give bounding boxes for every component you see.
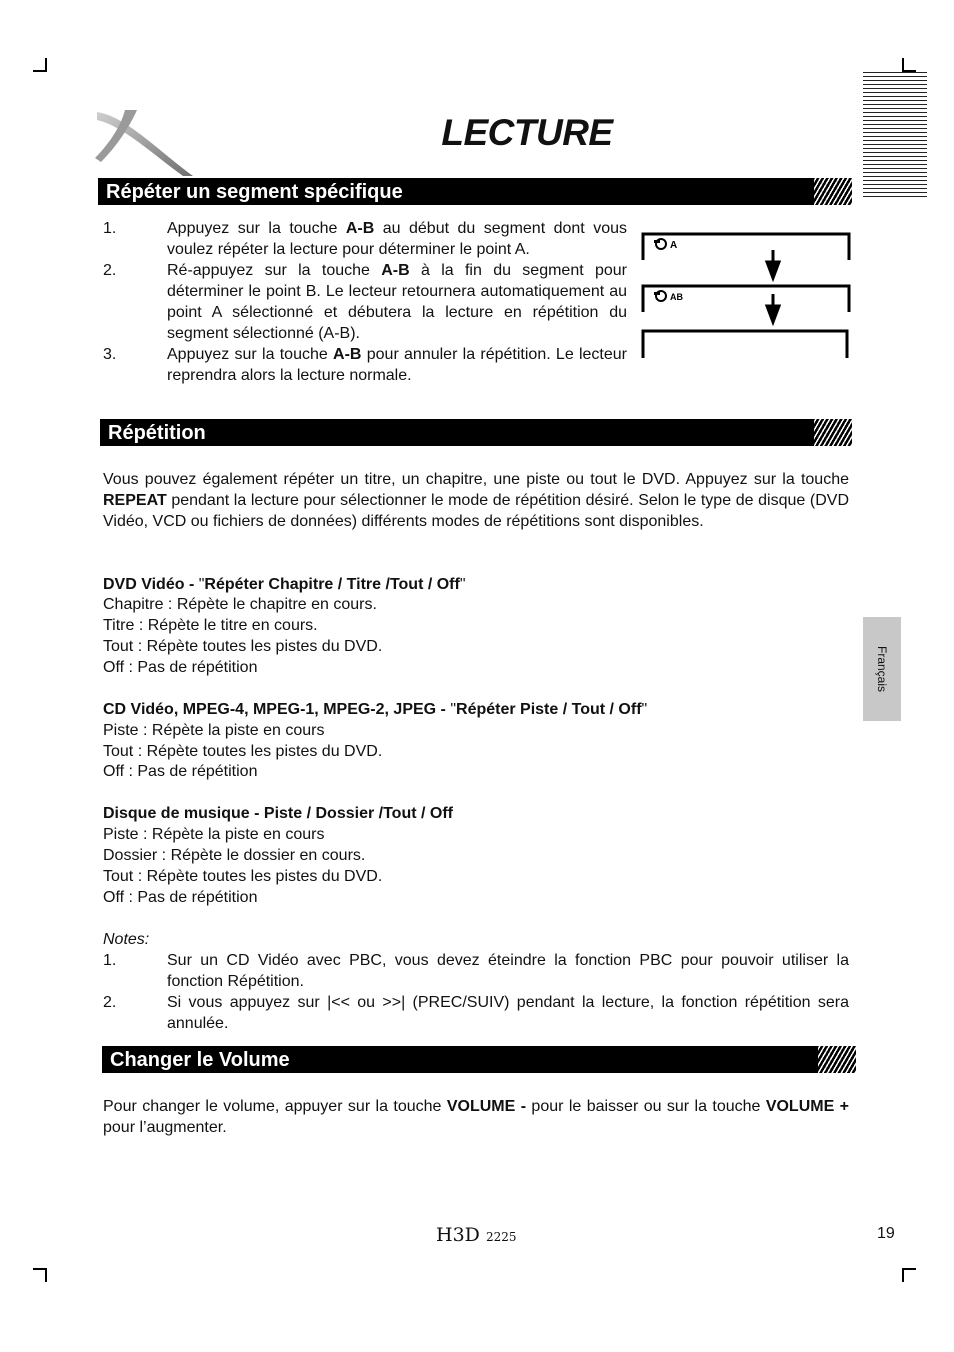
- dvd-mode-line: Tout : Répète toutes les pistes du DVD.: [103, 638, 383, 655]
- list-item: 1. Sur un CD Vidéo avec PBC, vous devez éteindre la fonction PBC pour pouvoir utiliser la fonction Répétition.: [103, 952, 849, 990]
- crop-mark-top-right: [902, 58, 916, 72]
- crop-mark-bottom-left: [33, 1268, 47, 1282]
- cd-mode-line: Off : Pas de répétition: [103, 763, 258, 780]
- language-tab: [863, 617, 901, 721]
- xoro-x-logo-icon: [95, 108, 195, 178]
- dvd-mode-line: Off : Pas de répétition: [103, 659, 258, 676]
- notes-list: [103, 950, 849, 1034]
- decorative-stripes: [863, 72, 927, 200]
- volume-text: Pour changer le volume, appuyer sur la touche VOLUME - pour le baisser ou sur la touche VOLUME + pour l’augmenter.: [103, 1098, 850, 1136]
- music-mode-line: Dossier : Répète le dossier en cours.: [103, 847, 366, 864]
- heading-hatch-pattern: [814, 419, 852, 446]
- section-heading-text: Répétition: [108, 422, 206, 444]
- osd-label-ab: AB: [670, 292, 683, 302]
- section-heading-text: Changer le Volume: [110, 1049, 290, 1071]
- osd-label-a: A: [670, 240, 678, 251]
- dvd-mode-heading: DVD Vidéo - "Répéter Chapitre / Titre /Tout / Off": [103, 576, 466, 593]
- list-item: 2. Ré-appuyez sur la touche A-B à la fin du segment pour déterminer le point B. Le lecteur retournera automatiquement au point A sélectionné et débutera la lecture en répétition du segment sélectionné (A-B).: [103, 262, 627, 342]
- footer-brand: H3D 2225: [436, 1224, 517, 1246]
- dvd-mode-line: Titre : Répète le titre en cours.: [103, 617, 318, 634]
- section-heading-volume: [102, 1046, 856, 1073]
- page-title: LECTURE: [441, 112, 613, 153]
- music-mode-line: Piste : Répète la piste en cours: [103, 826, 325, 843]
- crop-mark-bottom-right: [902, 1268, 916, 1282]
- repeat-intro: Vous pouvez également répéter un titre, un chapitre, une piste ou tout le DVD. Appuyez sur la touche REPEAT pendant la lecture pour sélectionner le mode de répétition désiré. Selon le type de disque (DVD Vidéo, VCD ou fichiers de données) différents modes de répétitions sont disponibles.: [103, 471, 849, 530]
- arrow-down-icon: [767, 294, 779, 322]
- ab-repeat-osd-diagram: [640, 228, 854, 364]
- dvd-mode-line: Chapitre : Répète le chapitre en cours.: [103, 596, 377, 613]
- music-mode-line: Off : Pas de répétition: [103, 889, 258, 906]
- cd-mode-line: Piste : Répète la piste en cours: [103, 722, 325, 739]
- section-heading-text: Répéter un segment spécifique: [106, 181, 403, 203]
- page-number: 19: [877, 1225, 895, 1242]
- music-mode-line: Tout : Répète toutes les pistes du DVD.: [103, 868, 383, 885]
- music-mode-heading: Disque de musique - Piste / Dossier /Tout / Off: [103, 805, 453, 822]
- section-heading-repeat: [100, 419, 852, 446]
- heading-hatch-pattern: [818, 1046, 856, 1073]
- crop-mark-top-left: [33, 58, 47, 72]
- list-item: 1. Appuyez sur la touche A-B au début du segment dont vous voulez répéter la lecture pour déterminer le point A.: [103, 220, 628, 258]
- cd-mode-heading: CD Vidéo, MPEG-4, MPEG-1, MPEG-2, JPEG - "Répéter Piste / Tout / Off": [103, 701, 648, 718]
- heading-hatch-pattern: [814, 178, 852, 205]
- list-item: 2. Si vous appuyez sur |<< ou >>| (PREC/SUIV) pendant la lecture, la fonction répétition sera annulée.: [103, 994, 849, 1032]
- list-item: 3. Appuyez sur la touche A-B pour annuler la répétition. Le lecteur reprendra alors la lecture normale.: [103, 346, 628, 384]
- ab-steps-list: [103, 218, 627, 386]
- language-tab-label: Français: [875, 645, 889, 693]
- notes-label: Notes:: [103, 931, 150, 948]
- arrow-down-icon: [767, 250, 779, 278]
- cd-mode-line: Tout : Répète toutes les pistes du DVD.: [103, 743, 383, 760]
- section-heading-ab-repeat: [98, 178, 852, 205]
